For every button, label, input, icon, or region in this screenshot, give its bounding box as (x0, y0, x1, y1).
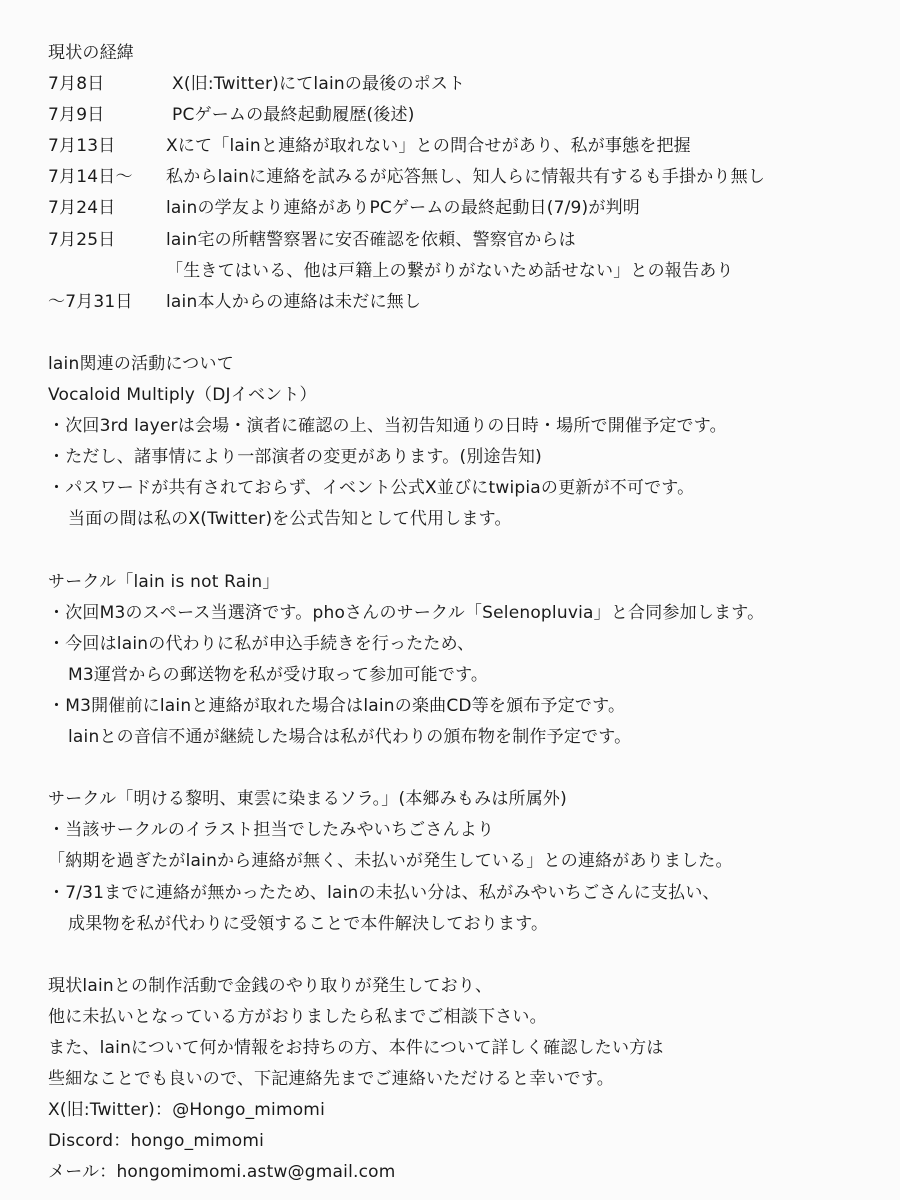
timeline-date: 7月8日 (48, 74, 105, 95)
contact-discord: Discord：hongo_mimomi (48, 1131, 265, 1152)
timeline-entry (48, 100, 876, 131)
circle-bullet: ・M3開催前にlainと連絡が取れた場合はlainの楽曲CD等を頒布予定です。 (48, 695, 626, 716)
section-spacer (48, 753, 876, 784)
timeline-text: PCゲームの最終起動履歴(後述) (172, 105, 415, 126)
circle-bullet: ・次回M3のスペース当選済です。phoさんのサークル「Selenopluvia」と合同参加します。 (48, 602, 765, 623)
timeline-text: X(旧:Twitter)にてlainの最後のポスト (172, 74, 466, 95)
timeline-date: 7月9日 (48, 105, 105, 126)
timeline-heading: 現状の経緯 (48, 43, 134, 63)
circle-title: サークル「明ける黎明、東雲に染まるソラ。」(本郷みもみは所属外) (48, 789, 567, 810)
timeline-text: 「生きてはいる、他は戸籍上の繋がりがないため話せない」との報告あり (166, 260, 734, 281)
timeline-entry (48, 162, 876, 193)
timeline-text: Xにて「lainと連絡が取れない」との問合せがあり、私が事態を把握 (166, 136, 691, 157)
activities-heading: lain関連の活動について (48, 353, 234, 374)
closing-line: 他に未払いとなっている方がおりましたら私までご相談下さい。 (48, 1006, 547, 1027)
circle-bullet-continuation: lainとの音信不通が継続した場合は私が代わりの頒布物を制作予定です。 (68, 727, 632, 748)
circle-quote-line: 「納期を過ぎたがlainから連絡が無く、未払いが発生している」との連絡がありました。 (48, 851, 733, 872)
circle-bullet: ・当該サークルのイラスト担当でしたみやいちごさんより (48, 820, 495, 841)
circle-bullet-continuation: 成果物を私が代わりに受領することで本件解決しております。 (68, 913, 549, 934)
contact-email: メール：hongomimomi.astw@gmail.com (48, 1162, 396, 1183)
circle-bullet: ・7/31までに連絡が無かったため、lainの未払い分は、私がみやいちごさんに支払い、 (48, 882, 720, 903)
event-bullet: ・パスワードが共有されておらず、イベント公式X並びにtwipiaの更新が不可です。 (48, 478, 695, 499)
timeline-date: 7月14日〜 (48, 167, 133, 188)
section-spacer (48, 318, 876, 349)
timeline-date: 7月24日 (48, 198, 116, 219)
event-bullet: ・次回3rd layerは会場・演者に確認の上、当初告知通りの日時・場所で開催予定です。 (48, 416, 727, 437)
circle-title: サークル「lain is not Rain」 (48, 571, 280, 592)
timeline-entry (48, 193, 876, 224)
section-spacer (48, 536, 876, 567)
event-bullet-continuation: 当面の間は私のX(Twitter)を公式告知として代用します。 (68, 509, 512, 530)
contact-x: X(旧:Twitter)：@Hongo_mimomi (48, 1100, 325, 1121)
circle-bullet-continuation: M3運営からの郵送物を私が受け取って参加可能です。 (68, 664, 489, 685)
closing-line: 現状lainとの制作活動で金銭のやり取りが発生しており、 (48, 975, 493, 996)
timeline-text: lainの学友より連絡がありPCゲームの最終起動日(7/9)が判明 (166, 198, 640, 219)
timeline-date: 7月25日 (48, 229, 116, 250)
timeline-entry (48, 225, 876, 256)
timeline-entry-continuation (48, 256, 876, 287)
timeline-text: lain宅の所轄警察署に安否確認を依頼、警察官からは (166, 229, 576, 250)
timeline-entry (48, 287, 876, 318)
timeline-entry (48, 69, 876, 100)
timeline-date: 〜7月31日 (48, 291, 133, 312)
closing-line: 些細なことでも良いので、下記連絡先までご連絡いただけると幸いです。 (48, 1069, 614, 1090)
circle-bullet: ・今回はlainの代わりに私が申込手続きを行ったため、 (48, 633, 475, 654)
section-spacer (48, 940, 876, 971)
closing-line: また、lainについて何か情報をお持ちの方、本件について詳しく確認したい方は (48, 1038, 664, 1058)
timeline-text: 私からlainに連絡を試みるが応答無し、知人らに情報共有するも手掛かり無し (166, 167, 766, 188)
event-bullet: ・ただし、諸事情により一部演者の変更があります。(別途告知) (48, 447, 542, 468)
event-title: Vocaloid Multiply（DJイベント） (48, 385, 317, 406)
timeline-entry (48, 131, 876, 162)
timeline-text: lain本人からの連絡は未だに無し (166, 291, 422, 312)
timeline-date: 7月13日 (48, 136, 116, 157)
